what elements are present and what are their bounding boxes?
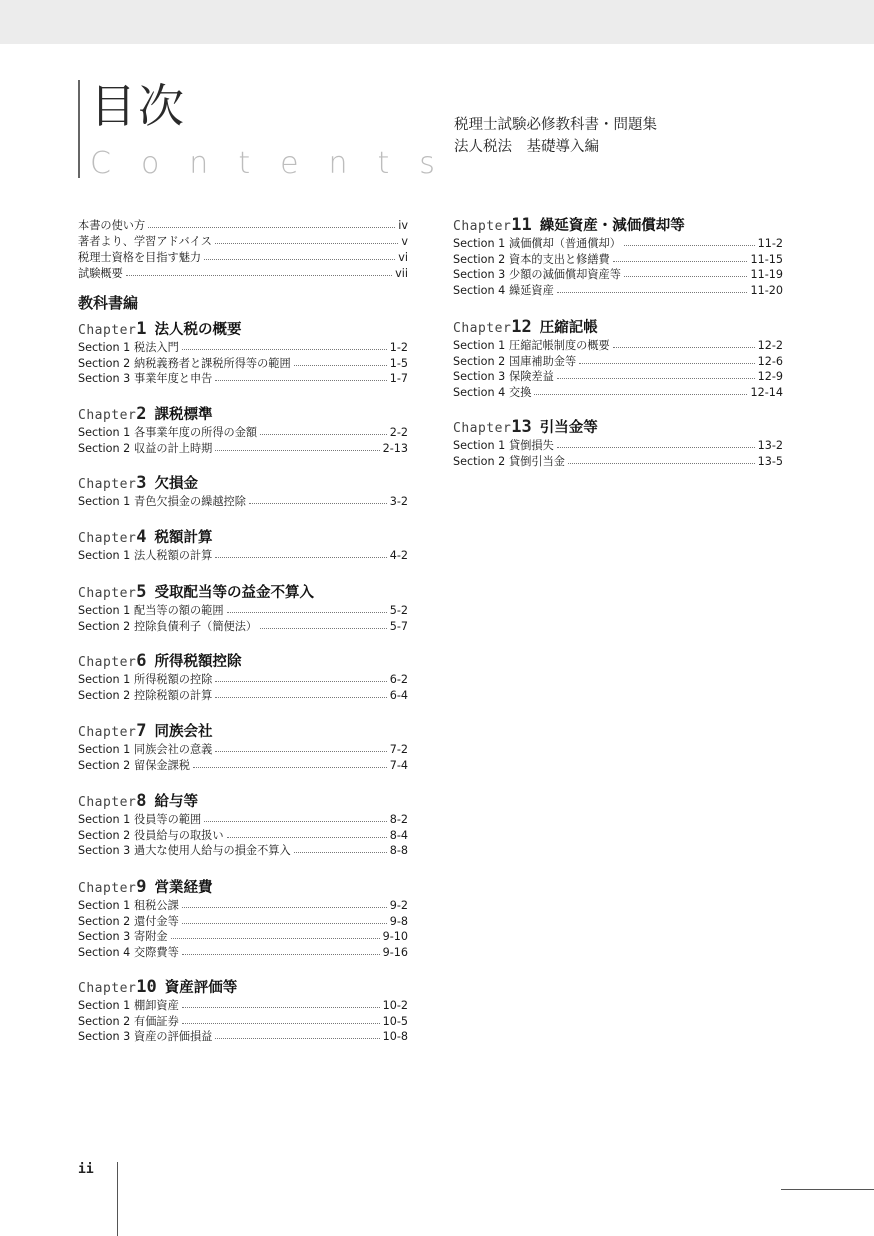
page-ref: 9-10 — [382, 930, 408, 943]
chapter-number: 10 — [136, 977, 157, 997]
chapter-number: 3 — [136, 473, 147, 493]
entry-title: 事業年度と申告 — [134, 372, 213, 385]
page-ref: 7-4 — [389, 759, 408, 772]
section-number: Section 2 — [453, 253, 506, 266]
chapter-title: 同族会社 — [154, 724, 213, 740]
dot-leader — [215, 1030, 379, 1039]
entry-title: 貸倒損失 — [509, 439, 554, 452]
chapter-label: Chapter — [453, 321, 512, 336]
page-ref: 6-4 — [389, 689, 408, 702]
dot-leader — [204, 813, 387, 822]
page-ref: vii — [395, 267, 408, 280]
entry-title: 圧縮記帳制度の概要 — [509, 339, 610, 352]
page-ref: 8-2 — [389, 813, 408, 826]
front-matter-entry[interactable] — [78, 234, 408, 250]
chapter-label: Chapter — [78, 795, 137, 810]
section-number: Section 3 — [78, 372, 131, 385]
page-ref: 1-2 — [389, 341, 408, 354]
dot-leader — [215, 689, 386, 698]
chapter-label: Chapter — [453, 421, 512, 436]
section-number: Section 4 — [453, 386, 506, 399]
dot-leader — [227, 604, 387, 613]
page-ref: 11-15 — [750, 253, 783, 266]
section-number: Section 1 — [453, 339, 506, 352]
dot-leader — [215, 372, 386, 381]
section-number: Section 2 — [78, 442, 131, 455]
entry-title: 減価償却（普通償却） — [509, 237, 621, 250]
chapter-heading[interactable] — [78, 526, 213, 548]
toc-section-entry[interactable] — [78, 828, 408, 844]
page-ref: 9-2 — [389, 899, 408, 912]
book-title-block — [454, 114, 657, 158]
page-ref: 8-8 — [389, 844, 408, 857]
entry-title: 有価証券 — [134, 1015, 179, 1028]
dot-leader — [215, 549, 386, 558]
front-matter-entry[interactable] — [78, 218, 408, 234]
chapter-heading[interactable] — [78, 790, 198, 812]
toc-section-entry[interactable] — [78, 929, 408, 945]
corner-rule — [781, 1189, 874, 1190]
entry-title: 留保金課税 — [134, 759, 190, 772]
page-ref: 13-2 — [757, 439, 783, 452]
entry-title: 役員等の範囲 — [134, 813, 202, 826]
dot-leader — [294, 357, 387, 366]
chapter-heading[interactable] — [78, 403, 213, 425]
chapter-title: 資産評価等 — [164, 980, 238, 996]
toc-section-entry[interactable] — [453, 385, 783, 401]
toc-section-entry[interactable] — [453, 454, 783, 470]
entry-title: 資産の評価損益 — [134, 1030, 213, 1043]
toc-section-entry[interactable] — [78, 914, 408, 930]
dot-leader — [215, 442, 379, 451]
page-ref: 12-14 — [750, 386, 783, 399]
page-ref: 5-7 — [389, 620, 408, 633]
toc-section-entry[interactable] — [453, 236, 783, 252]
toc-section-entry[interactable] — [78, 742, 408, 758]
page-ref: v — [401, 235, 408, 248]
dot-leader — [294, 844, 387, 853]
toc-section-entry[interactable] — [453, 354, 783, 370]
toc-section-entry[interactable] — [453, 438, 783, 454]
dot-leader — [260, 620, 387, 629]
entry-title: 著者より、学習アドバイス — [78, 235, 212, 248]
toc-section-entry[interactable] — [453, 369, 783, 385]
dot-leader — [260, 426, 387, 435]
chapter-title: 引当金等 — [539, 420, 598, 436]
dot-leader — [182, 946, 380, 955]
dot-leader — [182, 915, 387, 924]
entry-title: 過大な使用人給与の損金不算入 — [134, 844, 291, 857]
dot-leader — [204, 251, 395, 260]
dot-leader — [193, 759, 387, 768]
front-matter-entry[interactable] — [78, 250, 408, 266]
chapter-number: 5 — [136, 582, 147, 602]
page-ref: 2-13 — [382, 442, 408, 455]
chapter-title: 法人税の概要 — [154, 322, 242, 338]
toc-section-entry[interactable] — [78, 672, 408, 688]
chapter-label: Chapter — [78, 881, 137, 896]
chapter-heading[interactable] — [78, 472, 198, 494]
chapter-heading[interactable] — [78, 581, 314, 603]
toc-section-entry[interactable] — [453, 283, 783, 299]
page-ref: 11-19 — [750, 268, 783, 281]
chapter-heading[interactable] — [78, 318, 242, 340]
section-number: Section 2 — [78, 829, 131, 842]
section-number: Section 2 — [78, 915, 131, 928]
page-ref: 7-2 — [389, 743, 408, 756]
dot-leader — [171, 930, 380, 939]
toc-section-entry[interactable] — [78, 371, 408, 387]
dot-leader — [568, 455, 755, 464]
entry-title: 試験概要 — [78, 267, 123, 280]
dot-leader — [215, 235, 398, 244]
toc-section-entry[interactable] — [78, 758, 408, 774]
entry-title: 青色欠損金の繰越控除 — [134, 495, 246, 508]
page-ref: 5-2 — [389, 604, 408, 617]
dot-leader — [557, 370, 755, 379]
entry-title: 納税義務者と課税所得等の範囲 — [134, 357, 291, 370]
page-ref: 12-9 — [757, 370, 783, 383]
folio-rule — [117, 1162, 118, 1236]
toc-section-entry[interactable] — [78, 340, 408, 356]
dot-leader — [182, 899, 387, 908]
page-ref: 10-8 — [382, 1030, 408, 1043]
section-number: Section 1 — [78, 673, 131, 686]
chapter-number: 6 — [136, 651, 147, 671]
chapter-label: Chapter — [78, 725, 137, 740]
entry-title: 税法入門 — [134, 341, 179, 354]
chapter-heading[interactable] — [78, 876, 213, 898]
page-ref: 3-2 — [389, 495, 408, 508]
entry-title: 国庫補助金等 — [509, 355, 577, 368]
toc-section-entry[interactable] — [78, 619, 408, 635]
section-number: Section 2 — [78, 689, 131, 702]
dot-leader — [557, 439, 755, 448]
chapter-title: 圧縮記帳 — [539, 320, 598, 336]
section-number: Section 1 — [78, 604, 131, 617]
section-number: Section 1 — [78, 341, 131, 354]
dot-leader — [624, 237, 755, 246]
page-ref: 1-7 — [389, 372, 408, 385]
toc-section-entry[interactable] — [78, 356, 408, 372]
chapter-number: 4 — [136, 527, 147, 547]
section-number: Section 1 — [78, 899, 131, 912]
chapter-title: 税額計算 — [154, 530, 213, 546]
dot-leader — [182, 1015, 380, 1024]
chapter-title: 受取配当等の益金不算入 — [154, 585, 315, 601]
section-number: Section 3 — [78, 1030, 131, 1043]
chapter-label: Chapter — [78, 408, 137, 423]
toc-section-entry[interactable] — [78, 603, 408, 619]
section-number: Section 1 — [453, 237, 506, 250]
section-number: Section 1 — [78, 999, 131, 1012]
entry-title: 棚卸資産 — [134, 999, 179, 1012]
page-ref: 8-4 — [389, 829, 408, 842]
chapter-heading[interactable] — [453, 316, 598, 338]
page-ref: 12-6 — [757, 355, 783, 368]
chapter-heading[interactable] — [78, 720, 213, 742]
page-ref: 9-16 — [382, 946, 408, 959]
entry-title: 控除税額の計算 — [134, 689, 213, 702]
section-number: Section 4 — [453, 284, 506, 297]
chapter-number: 13 — [511, 417, 532, 437]
toc-section-entry[interactable] — [453, 267, 783, 283]
section-number: Section 2 — [78, 1015, 131, 1028]
entry-title: 保険差益 — [509, 370, 554, 383]
dot-leader — [182, 999, 380, 1008]
section-number: Section 2 — [78, 759, 131, 772]
toc-section-entry[interactable] — [78, 441, 408, 457]
chapter-number: 11 — [511, 215, 532, 235]
toc-section-entry[interactable] — [453, 252, 783, 268]
chapter-number: 7 — [136, 721, 147, 741]
chapter-label: Chapter — [78, 323, 137, 338]
entry-title: 本書の使い方 — [78, 219, 146, 232]
section-number: Section 2 — [78, 357, 131, 370]
chapter-heading[interactable] — [78, 976, 237, 998]
dot-leader — [579, 355, 754, 364]
chapter-title: 繰延資産・減価償却等 — [539, 218, 685, 234]
dot-leader — [182, 341, 387, 350]
chapter-label: Chapter — [78, 531, 137, 546]
top-band — [0, 0, 874, 44]
section-number: Section 1 — [78, 549, 131, 562]
toc-section-entry[interactable] — [78, 1014, 408, 1030]
dot-leader — [126, 267, 392, 276]
dot-leader — [215, 743, 386, 752]
entry-title: 寄附金 — [134, 930, 168, 943]
section-number: Section 2 — [453, 455, 506, 468]
page-ref: 4-2 — [389, 549, 408, 562]
section-number: Section 3 — [78, 844, 131, 857]
dot-leader — [227, 829, 387, 838]
entry-title: 役員給与の取扱い — [134, 829, 224, 842]
page-number: ii — [78, 1162, 94, 1177]
toc-section-entry[interactable] — [78, 843, 408, 859]
chapter-heading[interactable] — [78, 650, 242, 672]
page-ref: vi — [398, 251, 408, 264]
chapter-heading[interactable] — [453, 214, 685, 236]
entry-title: 税理士資格を目指す魅力 — [78, 251, 202, 264]
chapter-number: 12 — [511, 317, 532, 337]
page-ref: 10-2 — [382, 999, 408, 1012]
chapter-number: 9 — [136, 877, 147, 897]
entry-title: 資本的支出と修繕費 — [509, 253, 610, 266]
entry-title: 租税公課 — [134, 899, 179, 912]
page-ref: iv — [398, 219, 408, 232]
entry-title: 還付金等 — [134, 915, 179, 928]
entry-title: 配当等の額の範囲 — [134, 604, 224, 617]
front-matter-entry[interactable] — [78, 266, 408, 282]
dot-leader — [534, 386, 747, 395]
toc-section-entry[interactable] — [78, 1029, 408, 1045]
entry-title: 繰延資産 — [509, 284, 554, 297]
page-title: 目次 — [90, 79, 186, 133]
chapter-label: Chapter — [453, 219, 512, 234]
book-title-line2: 法人税法 基礎導入編 — [454, 139, 599, 155]
chapter-title: 営業経費 — [154, 880, 213, 896]
chapter-title: 課税標準 — [154, 407, 213, 423]
chapter-title: 所得税額控除 — [154, 654, 242, 670]
chapter-title: 欠損金 — [154, 476, 199, 492]
section-number: Section 1 — [78, 495, 131, 508]
page-ref: 13-5 — [757, 455, 783, 468]
chapter-label: Chapter — [78, 586, 137, 601]
entry-title: 収益の計上時期 — [134, 442, 213, 455]
section-number: Section 1 — [453, 439, 506, 452]
toc-section-entry[interactable] — [78, 688, 408, 704]
chapter-number: 1 — [136, 319, 147, 339]
section-number: Section 2 — [78, 620, 131, 633]
entry-title: 所得税額の控除 — [134, 673, 213, 686]
page-subtitle: Contents — [90, 146, 465, 181]
entry-title: 交際費等 — [134, 946, 179, 959]
toc-section-entry[interactable] — [453, 338, 783, 354]
page-ref: 1-5 — [389, 357, 408, 370]
toc-section-entry[interactable] — [78, 998, 408, 1014]
toc-section-entry[interactable] — [78, 898, 408, 914]
toc-section-entry[interactable] — [78, 425, 408, 441]
toc-section-entry[interactable] — [78, 812, 408, 828]
chapter-number: 2 — [136, 404, 147, 424]
chapter-number: 8 — [136, 791, 147, 811]
toc-section-entry[interactable] — [78, 494, 408, 510]
chapter-heading[interactable] — [453, 416, 598, 438]
title-rule — [78, 80, 80, 178]
dot-leader — [613, 253, 748, 262]
dot-leader — [249, 495, 387, 504]
dot-leader — [215, 673, 386, 682]
section-number: Section 3 — [78, 930, 131, 943]
section-number: Section 3 — [453, 268, 506, 281]
section-number: Section 3 — [453, 370, 506, 383]
page-ref: 9-8 — [389, 915, 408, 928]
toc-section-entry[interactable] — [78, 548, 408, 564]
entry-title: 各事業年度の所得の金額 — [134, 426, 258, 439]
book-title-line1: 税理士試験必修教科書・問題集 — [454, 117, 657, 133]
dot-leader — [624, 268, 748, 277]
section-number: Section 1 — [78, 426, 131, 439]
entry-title: 控除負債利子（簡便法） — [134, 620, 258, 633]
section-number: Section 2 — [453, 355, 506, 368]
entry-title: 法人税額の計算 — [134, 549, 213, 562]
section-number: Section 1 — [78, 813, 131, 826]
toc-section-entry[interactable] — [78, 945, 408, 961]
section-number: Section 4 — [78, 946, 131, 959]
entry-title: 交換 — [509, 386, 532, 399]
dot-leader — [613, 339, 755, 348]
page-ref: 10-5 — [382, 1015, 408, 1028]
page-ref: 2-2 — [389, 426, 408, 439]
chapter-label: Chapter — [78, 477, 137, 492]
dot-leader — [148, 219, 395, 228]
page-ref: 6-2 — [389, 673, 408, 686]
page-ref: 12-2 — [757, 339, 783, 352]
entry-title: 同族会社の意義 — [134, 743, 213, 756]
entry-title: 貸倒引当金 — [509, 455, 565, 468]
section-group-heading: 教科書編 — [78, 294, 139, 312]
section-number: Section 1 — [78, 743, 131, 756]
chapter-label: Chapter — [78, 655, 137, 670]
chapter-label: Chapter — [78, 981, 137, 996]
page-ref: 11-20 — [750, 284, 783, 297]
page-ref: 11-2 — [757, 237, 783, 250]
entry-title: 少額の減価償却資産等 — [509, 268, 621, 281]
chapter-title: 給与等 — [154, 794, 199, 810]
dot-leader — [557, 284, 748, 293]
